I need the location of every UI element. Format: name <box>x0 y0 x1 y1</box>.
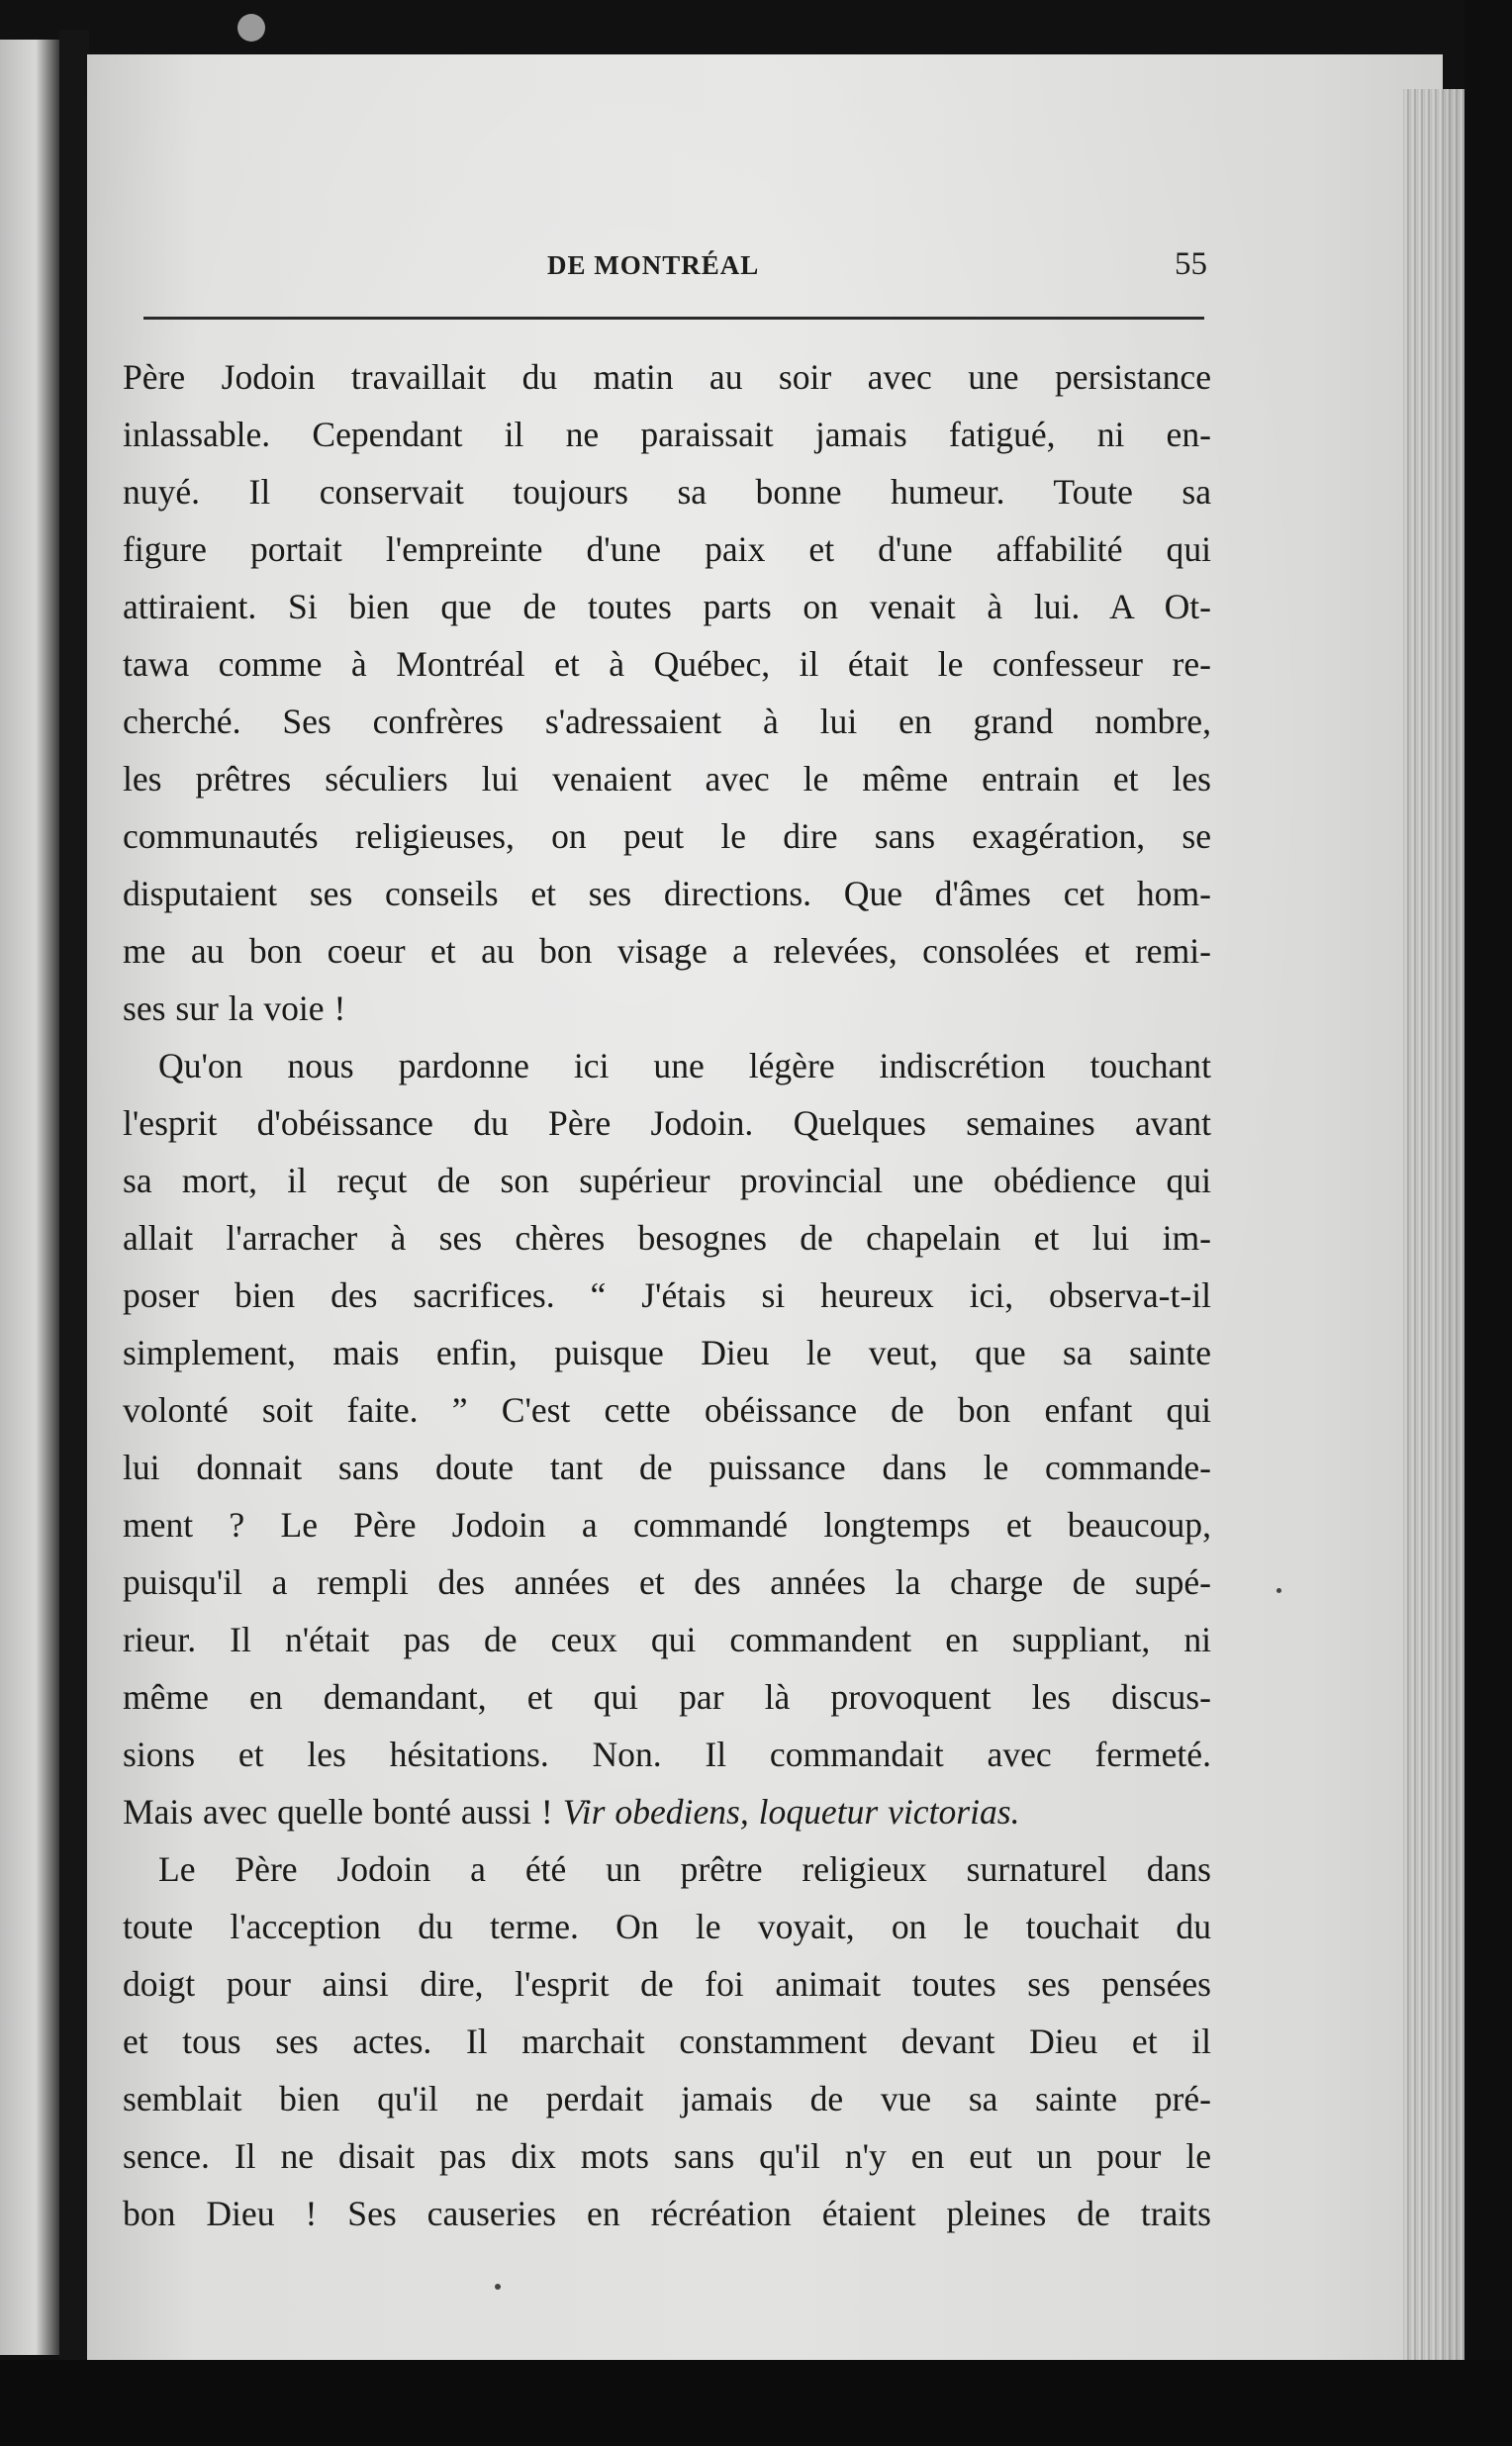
text-line-with-quote <box>123 1783 1211 1840</box>
scan-speck <box>237 14 265 42</box>
text-line: inlassable. Cependant il ne paraissait jamais fatigué, ni en- <box>123 415 1211 454</box>
text-line: communautés religieuses, on peut le dire sans exagération, se <box>123 816 1211 856</box>
text-line: sence. Il ne disait pas dix mots sans qu'il n'y en eut un pour le <box>123 2136 1211 2176</box>
page-stack-edge <box>1403 89 1465 2385</box>
text-line: sions et les hésitations. Non. Il commandait avec fermeté. <box>123 1735 1211 1774</box>
text-line: poser bien des sacrifices. “ J'étais si heureux ici, observa-t-il <box>123 1275 1211 1315</box>
text-line: ment ? Le Père Jodoin a commandé longtemps et beaucoup, <box>123 1505 1211 1545</box>
scan-speck <box>495 2284 501 2290</box>
text-line: l'esprit d'obéissance du Père Jodoin. Quelques semaines avant <box>123 1103 1211 1143</box>
text-line: lui donnait sans doute tant de puissance dans le commande- <box>123 1448 1211 1487</box>
bottom-dark-margin <box>0 2360 1512 2446</box>
right-dark-margin <box>1465 0 1512 2446</box>
text-line: Le Père Jodoin a été un prêtre religieux surnaturel dans <box>158 1849 1211 1889</box>
body-text <box>123 348 1211 2242</box>
text-line: simplement, mais enfin, puisque Dieu le veut, que sa sainte <box>123 1333 1211 1372</box>
running-head: DE MONTRÉAL <box>547 250 760 280</box>
text-line: nuyé. Il conservait toujours sa bonne humeur. Toute sa <box>123 472 1211 512</box>
header-rule <box>143 317 1204 320</box>
text-line-segment: Mais avec quelle bonté aussi ! <box>123 1792 553 1832</box>
text-line: me au bon coeur et au bon visage a relevées, consolées et remi- <box>123 931 1211 971</box>
text-line: allait l'arracher à ses chères besognes de chapelain et lui im- <box>123 1218 1211 1258</box>
text-line: attiraient. Si bien que de toutes parts on venait à lui. A Ot- <box>123 587 1211 626</box>
text-line: et tous ses actes. Il marchait constamment devant Dieu et il <box>123 2022 1211 2061</box>
left-page-edge <box>0 40 59 2355</box>
text-line: ses sur la voie ! <box>123 988 346 1028</box>
text-line: tawa comme à Montréal et à Québec, il était le confesseur re- <box>123 644 1211 684</box>
text-line: Père Jodoin travaillait du matin au soir avec une persistance <box>123 357 1211 397</box>
text-line: cherché. Ses confrères s'adressaient à lui en grand nombre, <box>123 702 1211 741</box>
text-line: Qu'on nous pardonne ici une légère indiscrétion touchant <box>158 1046 1211 1085</box>
text-line: bon Dieu ! Ses causeries en récréation étaient pleines de traits <box>123 2194 1211 2233</box>
page-header <box>129 242 1207 302</box>
text-line: rieur. Il n'était pas de ceux qui commandent en suppliant, ni <box>123 1620 1211 1659</box>
text-line: toute l'acception du terme. On le voyait, on le touchait du <box>123 1907 1211 1946</box>
text-line: disputaient ses conseils et ses directions. Que d'âmes cet hom- <box>123 874 1211 913</box>
text-line: puisqu'il a rempli des années et des années la charge de supé- <box>123 1562 1211 1602</box>
text-line: les prêtres séculiers lui venaient avec le même entrain et les <box>123 759 1211 799</box>
text-line: sa mort, il reçut de son supérieur provincial une obédience qui <box>123 1161 1211 1200</box>
text-line: même en demandant, et qui par là provoquent les discus- <box>123 1677 1211 1717</box>
book-gutter <box>59 30 89 2385</box>
page-number: 55 <box>1175 246 1207 282</box>
text-line: figure portait l'empreinte d'une paix et d'une affabilité qui <box>123 529 1211 569</box>
scan-speck <box>1276 1588 1281 1593</box>
latin-quote: Vir obediens, loquetur victorias. <box>562 1792 1020 1832</box>
text-line: semblait bien qu'il ne perdait jamais de vue sa sainte pré- <box>123 2079 1211 2118</box>
text-line: volonté soit faite. ” C'est cette obéissance de bon enfant qui <box>123 1390 1211 1430</box>
text-line: doigt pour ainsi dire, l'esprit de foi animait toutes ses pensées <box>123 1964 1211 2004</box>
